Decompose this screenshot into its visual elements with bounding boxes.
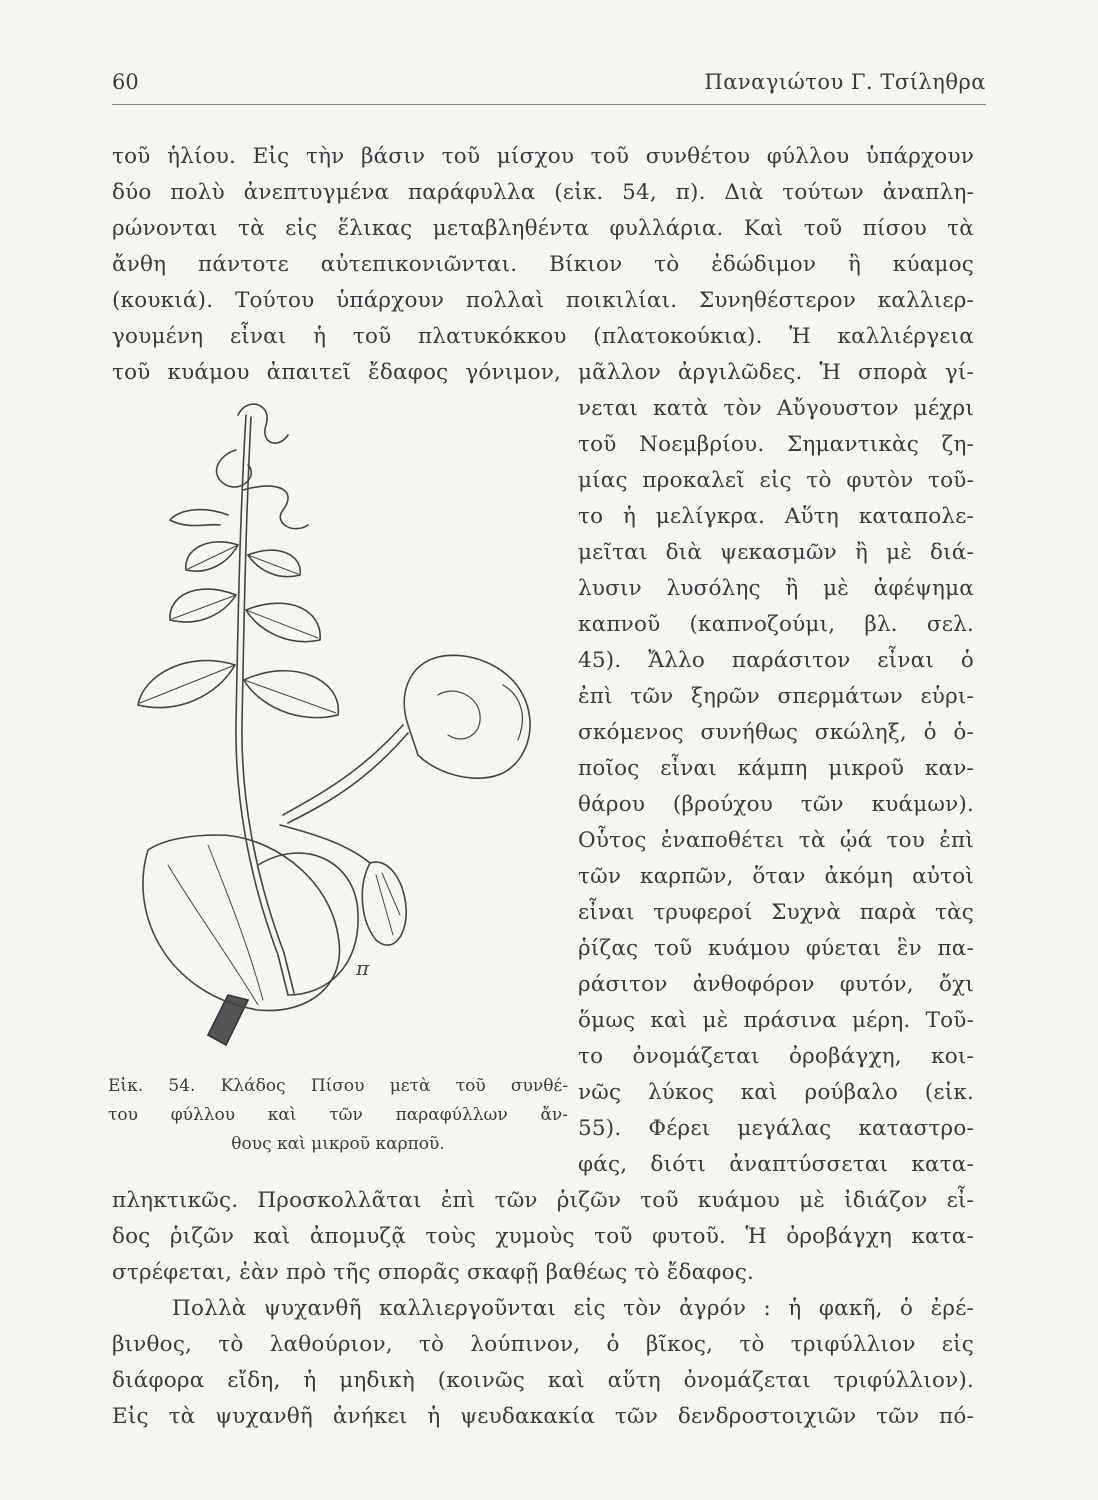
text-line: το ἡ μελίγκρα. Αὕτη καταπολε- [578,504,974,529]
text-line: ποῖος εἶναι κάμπη μικροῦ καν- [578,756,974,781]
text-line: Οὗτος ἐναποθέτει τὰ ᾠά του ἐπὶ [578,828,974,853]
figure-caption-line: του φύλλου καὶ τῶν παραφύλλων ἄν- [108,1105,568,1125]
text-line: Πολλὰ ψυχανθῆ καλλιεργοῦνται εἰς τὸν ἀγρόν : ἡ φακῆ, ὁ ἐρέ- [172,1296,974,1321]
page-header [112,70,986,104]
text-line: ἄνθη πάντοτε αὐτεπικονιῶνται. Βίκιον τὸ ἐδώδιμον ἢ κύαμος [112,252,974,277]
text-line: λυσιν λυσόλης ἢ μὲ ἀφέψημα [578,576,974,601]
text-line: πληκτικῶς. Προσκολλᾶται ἐπὶ τῶν ῥιζῶν τοῦ κυάμου μὲ ἰδιάζον εἶ- [112,1188,974,1213]
text-line: δος ῥιζῶν καὶ ἀπομυζᾷ τοὺς χυμοὺς τοῦ φυτοῦ. Ἡ ὀροβάγχη κατα- [112,1224,974,1249]
text-line: τοῦ κυάμου ἀπαιτεῖ ἔδαφος γόνιμον, μᾶλλον ἀργιλῶδες. Ἡ σπορὰ γί- [112,360,974,385]
text-line: 45). Ἄλλο παράσιτον εἶναι ὁ [578,648,974,673]
text-line: ρώνονται τὰ εἰς ἕλικας μεταβληθέντα φυλλάρια. Καὶ τοῦ πίσου τὰ [112,216,974,241]
text-line: ράσιτον ἀνθοφόρον φυτόν, ὄχι [578,972,974,997]
text-line: σκόμενος συνήθως σκώληξ, ὁ ὁ- [578,720,974,745]
figure-caption-line: Εἰκ. 54. Κλάδος Πίσου μετὰ τοῦ συνθέ- [108,1076,568,1096]
text-line: τοῦ Νοεμβρίου. Σημαντικὰς ζη- [578,432,974,457]
text-line: ῥίζας τοῦ κυάμου φύεται ἓν πα- [578,936,974,961]
text-line: βινθος, τὸ λαθούριον, τὸ λούπινον, ὁ βῖκος, τὸ τριφύλλιον εἰς [112,1332,974,1357]
text-line: μίας προκαλεῖ εἰς τὸ φυτὸν τοῦ- [578,468,974,493]
header-rule [112,104,986,105]
text-line: το ὀνομάζεται ὀροβάγχη, κοι- [578,1044,974,1069]
text-line: γουμένη εἶναι ἡ τοῦ πλατυκόκκου (πλατοκούκια). Ἡ καλλιέργεια [112,324,974,349]
text-line: νεται κατὰ τὸν Αὔγουστον μέχρι [578,396,974,421]
page-number: 60 [112,70,139,94]
text-line: νῶς λύκος καὶ ρούβαλο (εἰκ. [578,1080,974,1105]
figure-caption-line: θους καὶ μικροῦ καρποῦ. [231,1134,445,1154]
text-line: δύο πολὺ ἀνεπτυγμένα παράφυλλα (εἰκ. 54, π). Διὰ τούτων ἀναπλη- [112,180,974,205]
text-line: 55). Φέρει μεγάλας καταστρο- [578,1116,974,1141]
text-line: Εἰς τὰ ψυχανθῆ ἀνήκει ἡ ψευδακακία τῶν δενδροστοιχιῶν τῶν πό- [112,1404,974,1429]
pea-branch-illustration [108,395,568,1055]
text-line: φάς, διότι ἀναπτύσσεται κατα- [578,1152,974,1177]
text-line: μεῖται διὰ ψεκασμῶν ἢ μὲ διά- [578,540,974,565]
text-line: ἐπὶ τῶν ξηρῶν σπερμάτων εὑρι- [578,684,974,709]
text-line: ὅμως καὶ μὲ πράσινα μέρη. Τοῦ- [578,1008,974,1033]
text-line: τοῦ ἡλίου. Εἰς τὴν βάσιν τοῦ μίσχου τοῦ συνθέτου φύλλου ὑπάρχουν [112,144,974,169]
text-line: θάρου (βρούχου τῶν κυάμων). [578,792,974,817]
text-line: καπνοῦ (καπνοζούμι, βλ. σελ. [578,612,974,637]
text-line: τῶν καρπῶν, ὅταν ἀκόμη αὐτοὶ [578,864,974,889]
text-line: (κουκιά). Τούτου ὑπάρχουν πολλαὶ ποικιλίαι. Συνηθέστερον καλλιερ- [112,288,974,313]
figure-label: π [356,956,370,980]
text-line: διάφορα εἴδη, ἡ μηδικὴ (κοινῶς καὶ αὕτη ὀνομάζεται τριφύλλιον). [112,1368,974,1393]
text-line: εἶναι τρυφεροί Συχνὰ παρὰ τὰς [578,900,974,925]
running-head: Παναγιώτου Γ. Τσίληθρα [704,70,986,94]
text-line: στρέφεται, ἐὰν πρὸ τῆς σπορᾶς σκαφῇ βαθέως τὸ ἔδαφος. [112,1260,754,1285]
